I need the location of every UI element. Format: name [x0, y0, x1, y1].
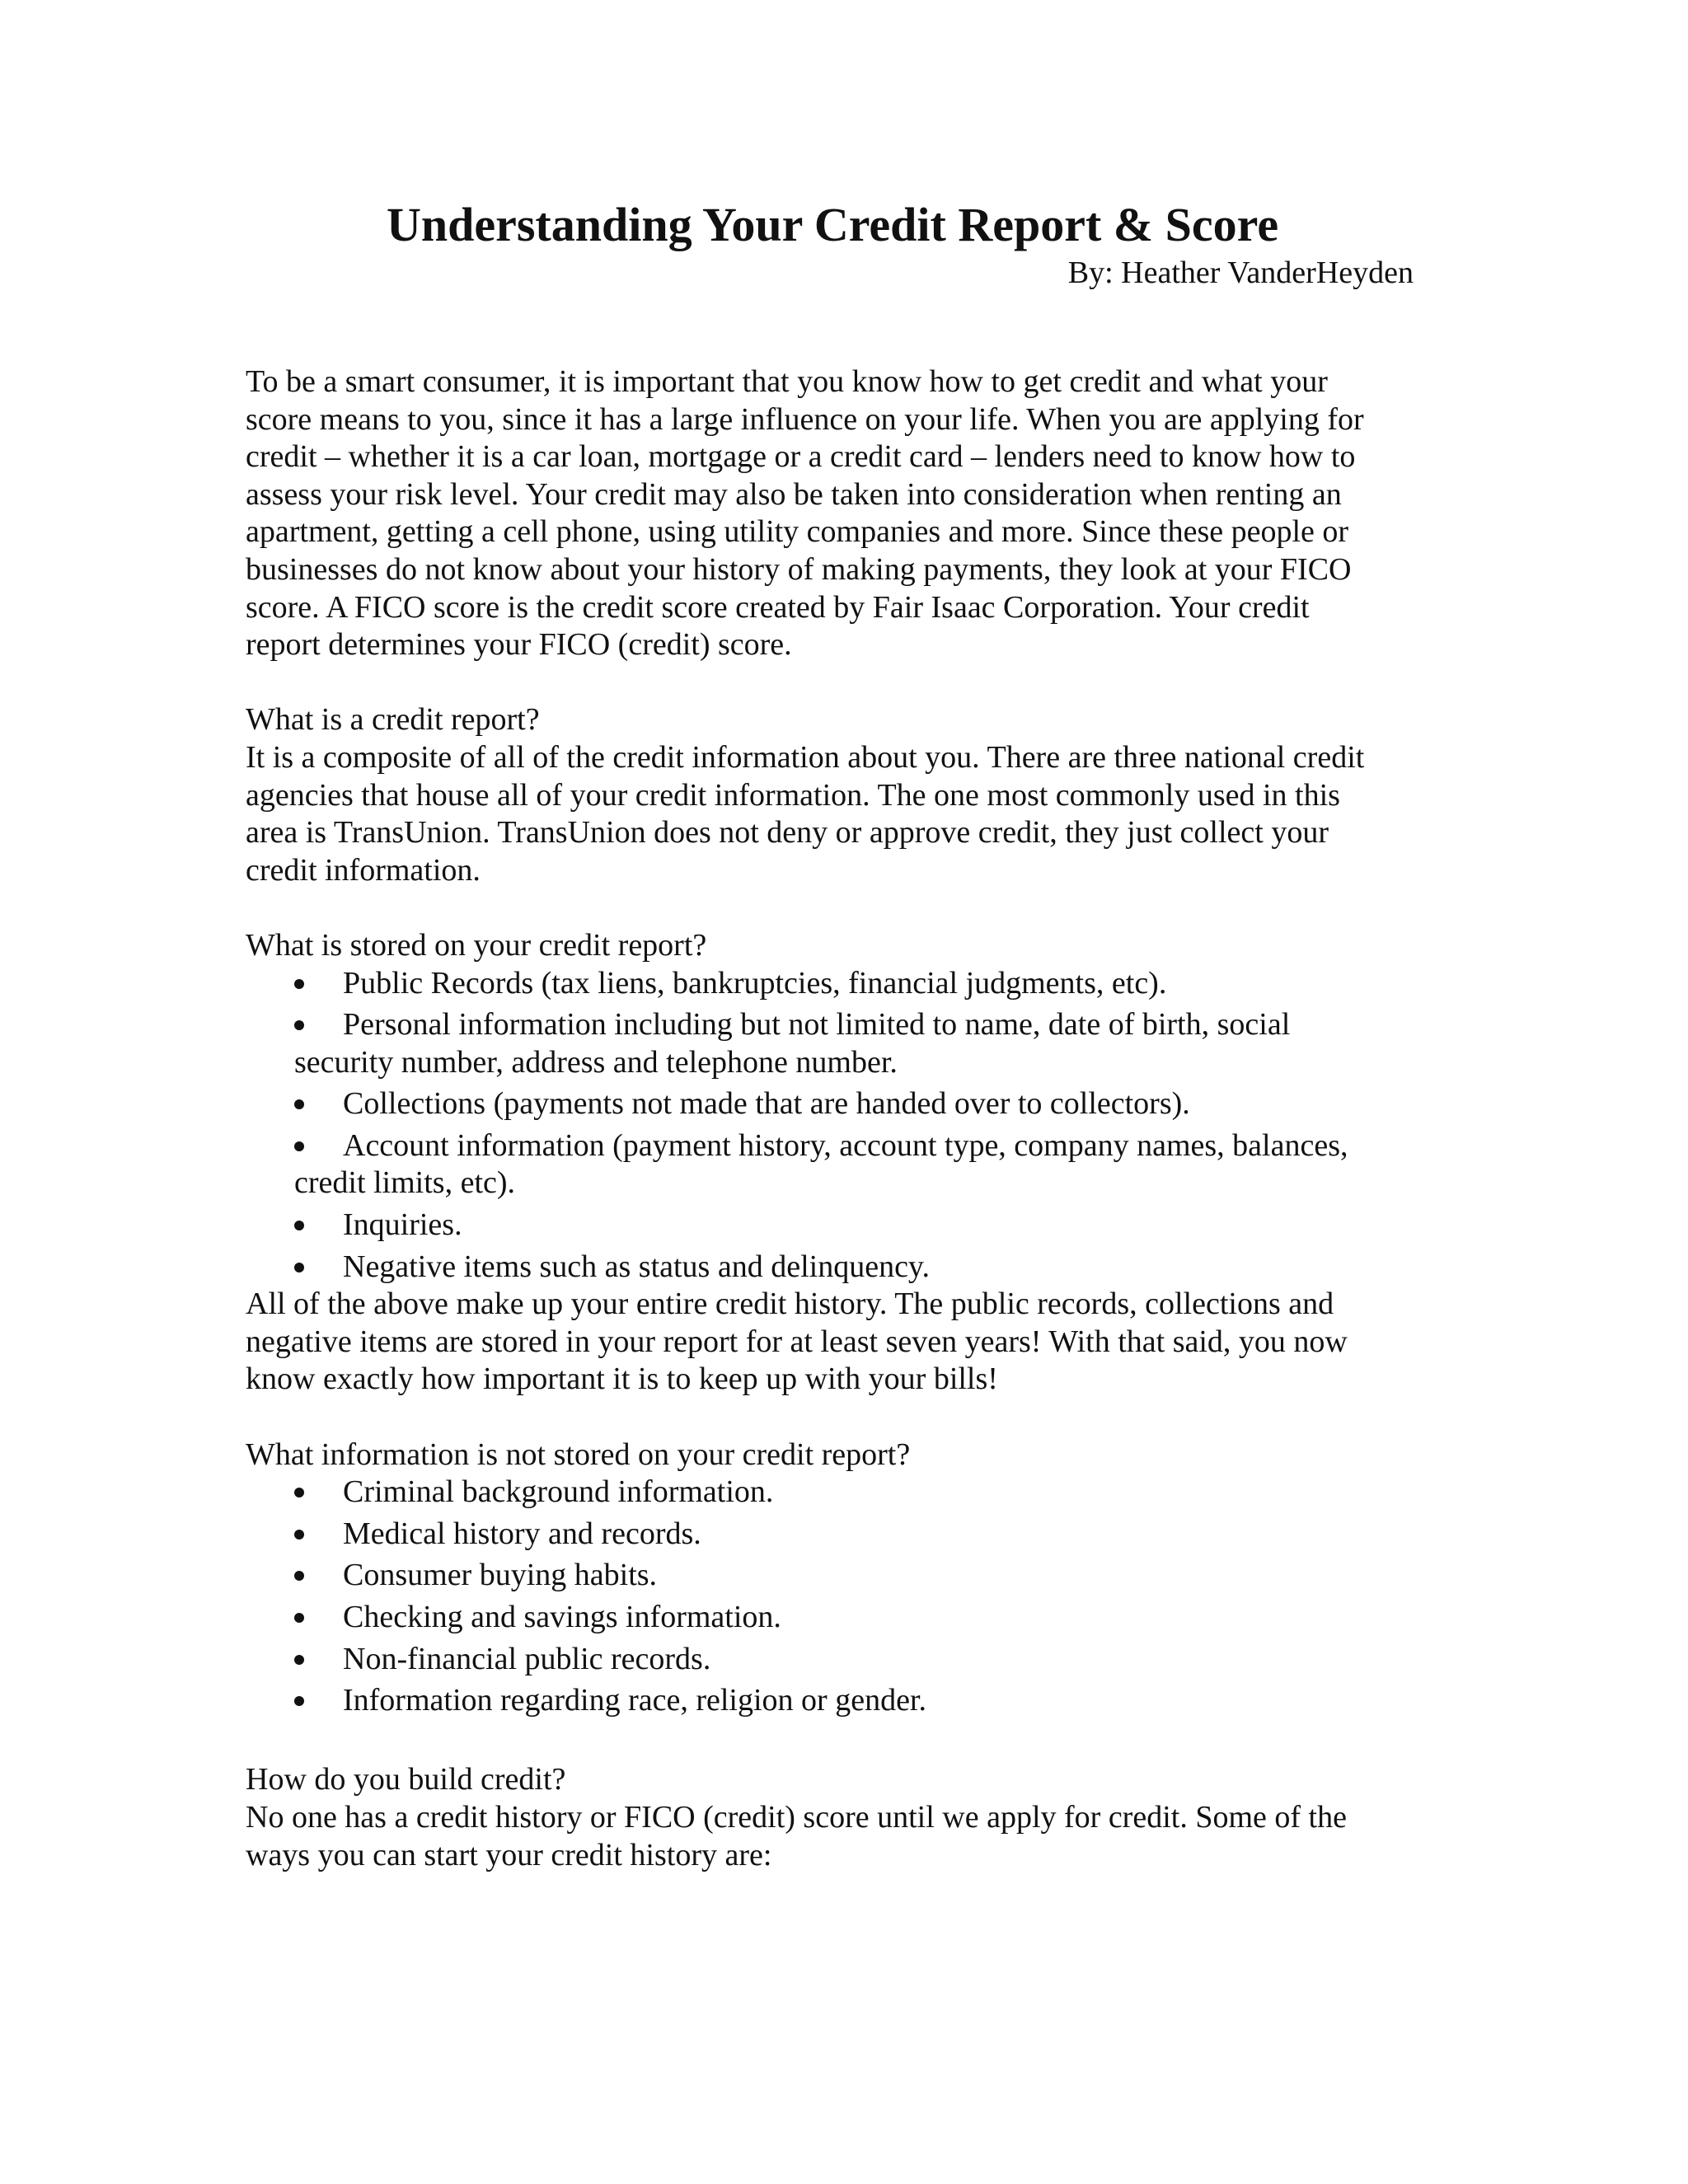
bullet-icon [294, 1488, 304, 1497]
list-item: Account information (payment history, account type, company names, balances, credit limits, etc). [294, 1127, 1348, 1201]
list-item: Criminal background information. [246, 1474, 1449, 1511]
bullet-icon [294, 1696, 304, 1706]
spacer [246, 664, 1449, 702]
list-item: Public Records (tax liens, bankruptcies, financial judgments, etc). [246, 965, 1449, 1003]
section-heading-build-credit: How do you build credit? [246, 1762, 566, 1797]
document-title: Understanding Your Credit Report & Score [386, 198, 1279, 251]
list-item: Information regarding race, religion or gender. [246, 1682, 1449, 1720]
stored-items-list [246, 965, 1449, 1286]
bullet-icon [294, 1020, 304, 1030]
bullet-icon [294, 1613, 304, 1623]
list-item: Collections (payments not made that are handed over to collectors). [246, 1085, 1449, 1123]
intro-paragraph: To be a smart consumer, it is important that you know how to get credit and what your score means to you, since it has a large influence on your life. When you are applying for credit – whether it is a car loan, mortgage or a credit card – lenders need to know how to assess your risk level. Your credit may also be taken into consideration when renting an apartment, getting a cell phone, using utility companies and more. Since these people or businesses do not know about your history of making payments, they look at your FICO score. A FICO score is the credit score created by Fair Isaac Corporation. Your credit report determines your FICO (credit) score. [246, 364, 1364, 663]
bullet-icon [294, 1530, 304, 1540]
bullet-icon [294, 1099, 304, 1109]
list-item: Checking and savings information. [246, 1599, 1449, 1637]
section-body-credit-report: It is a composite of all of the credit information about you. There are three national credit agencies that house all of your credit information. The one most commonly used in this area is TransUnion. TransUnion does not deny or approve credit, they just collect your credit information. [246, 739, 1365, 888]
document-byline: By: Heather VanderHeyden [1067, 255, 1414, 290]
section-heading-credit-report: What is a credit report? [246, 702, 540, 738]
section-after-stored: All of the above make up your entire credit history. The public records, collections and negative items are stored in your report for at least seven years! With that said, you now know exactly how important it is to keep up with your bills! [246, 1286, 1348, 1397]
bullet-icon [294, 1571, 304, 1581]
document-body [246, 363, 1449, 1874]
bullet-icon [294, 1655, 304, 1665]
list-item: Personal information including but not limited to name, date of birth, social security number, address and telephone number. [294, 1007, 1291, 1080]
bullet-icon [294, 1263, 304, 1272]
spacer [246, 1724, 1449, 1762]
not-stored-items-list [246, 1474, 1449, 1720]
list-item: Medical history and records. [246, 1516, 1449, 1554]
bullet-icon [294, 1221, 304, 1230]
section-heading-not-stored: What information is not stored on your credit report? [246, 1436, 911, 1472]
spacer [246, 889, 1449, 927]
list-item: Non-financial public records. [246, 1641, 1449, 1679]
section-body-build-credit: No one has a credit history or FICO (credit) score until we apply for credit. Some of the ways you can start your credit history are: [246, 1799, 1347, 1872]
list-item: Consumer buying habits. [246, 1557, 1449, 1595]
section-heading-stored: What is stored on your credit report? [246, 927, 707, 963]
bullet-icon [294, 979, 304, 989]
spacer [246, 1399, 1449, 1436]
list-item: Inquiries. [246, 1207, 1449, 1244]
list-item: Negative items such as status and delinquency. [246, 1249, 1449, 1286]
bullet-icon [294, 1141, 304, 1151]
